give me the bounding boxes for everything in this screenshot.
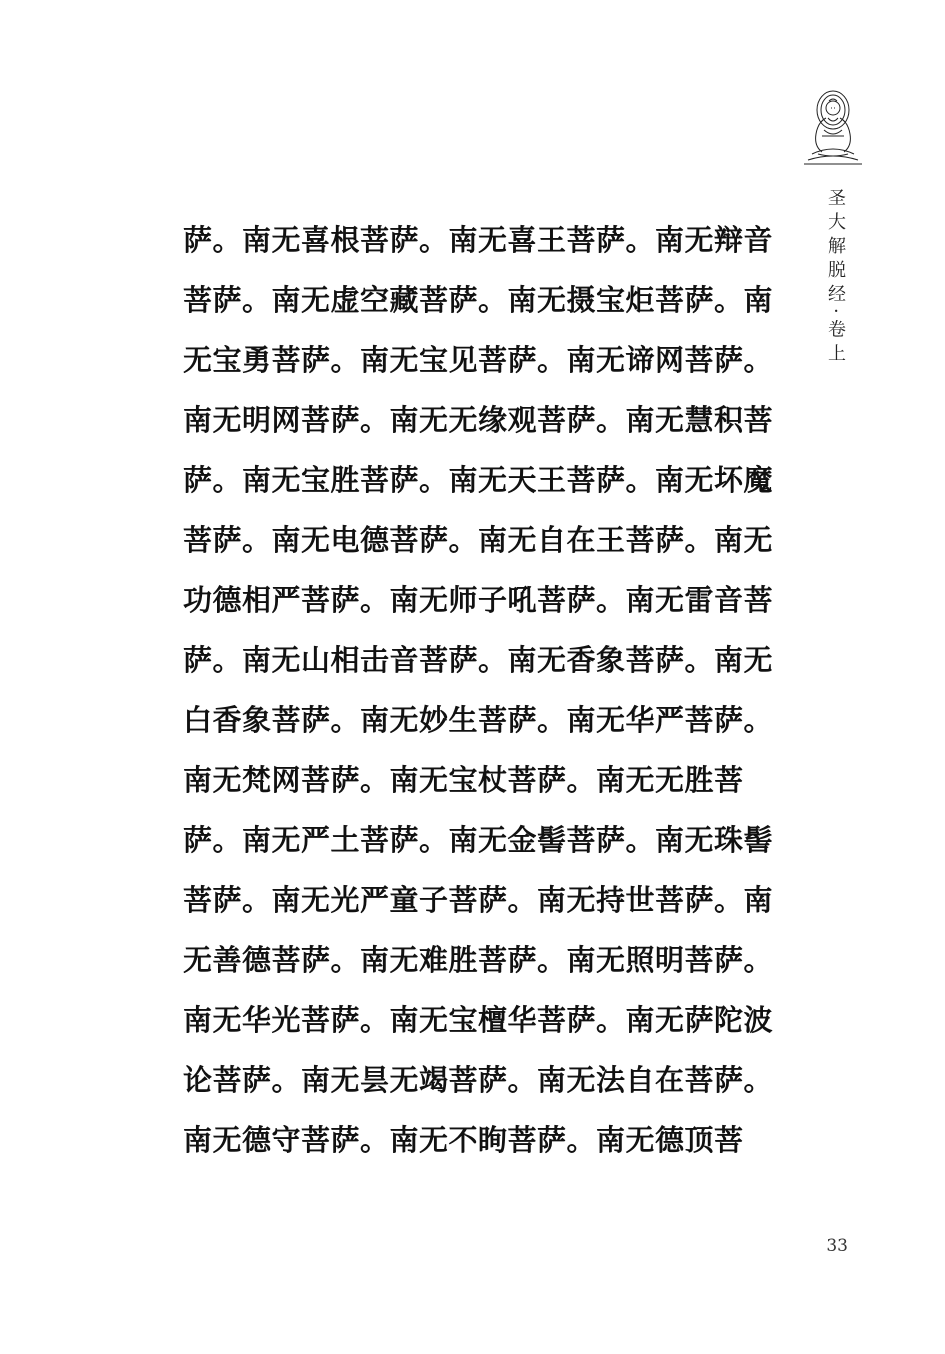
text-line: 南无华光菩萨。南无宝檀华菩萨。南无萨陀波 (183, 1003, 774, 1037)
text-line: 萨。南无山相击音菩萨。南无香象菩萨。南无 (183, 643, 774, 677)
text-line: 论菩萨。南无昙无竭菩萨。南无法自在菩萨。 (183, 1063, 774, 1097)
body-text (183, 210, 783, 1170)
text-line: 南无梵网菩萨。南无宝杖菩萨。南无无胜菩 (183, 763, 744, 797)
page-number: 33 (826, 1236, 848, 1256)
text-line: 白香象菩萨。南无妙生菩萨。南无华严菩萨。 (183, 703, 774, 737)
text-line: 南无明网菩萨。南无无缘观菩萨。南无慧积菩 (183, 403, 774, 437)
text-line: 南无德守菩萨。南无不眴菩萨。南无德顶菩 (183, 1123, 744, 1157)
text-line: 菩萨。南无虚空藏菩萨。南无摄宝炬菩萨。南 (183, 283, 774, 317)
text-line: 菩萨。南无光严童子菩萨。南无持世菩萨。南 (183, 883, 774, 917)
seated-buddha-icon (798, 88, 868, 168)
text-line: 萨。南无严土菩萨。南无金髻菩萨。南无珠髻 (183, 823, 774, 857)
text-line: 功德相严菩萨。南无师子吼菩萨。南无雷音菩 (183, 583, 774, 617)
running-title: 圣大解脱经·卷上 (825, 188, 846, 368)
text-line: 菩萨。南无电德菩萨。南无自在王菩萨。南无 (183, 523, 774, 557)
text-line: 萨。南无宝胜菩萨。南无天王菩萨。南无坏魔 (183, 463, 774, 497)
text-line: 无宝勇菩萨。南无宝见菩萨。南无谛网菩萨。 (183, 343, 774, 377)
text-line: 无善德菩萨。南无难胜菩萨。南无照明菩萨。 (183, 943, 774, 977)
text-line: 萨。南无喜根菩萨。南无喜王菩萨。南无辩音 (183, 223, 774, 257)
